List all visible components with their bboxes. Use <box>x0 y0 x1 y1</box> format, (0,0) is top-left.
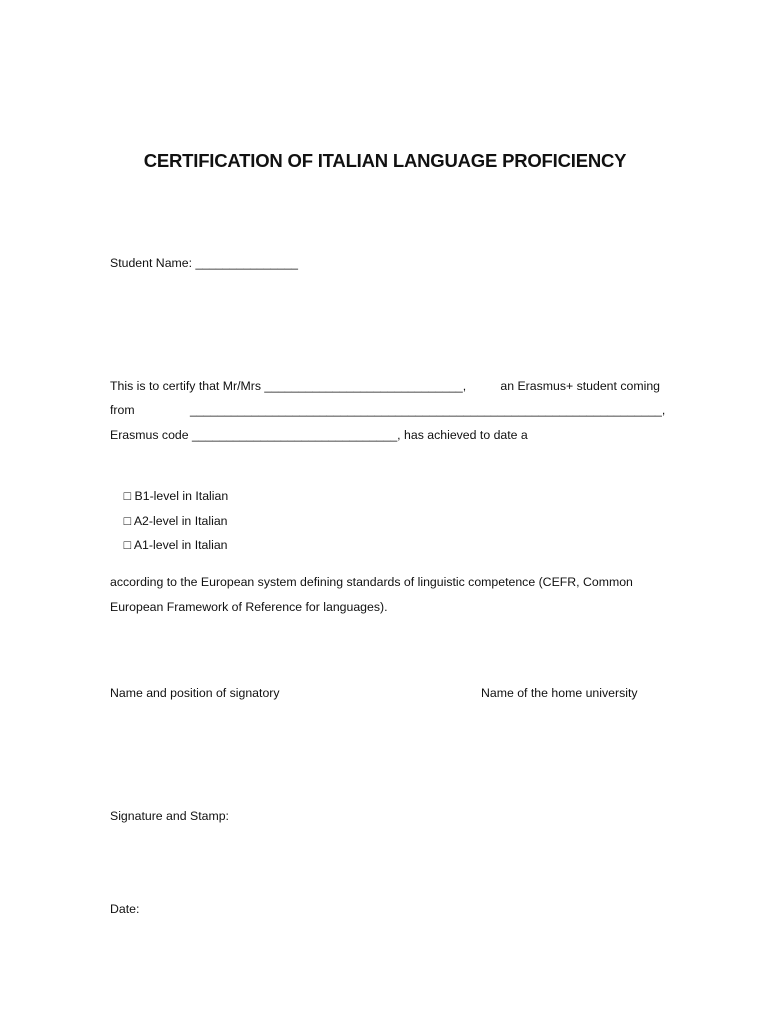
according-line-1: according to the European system defining standards of linguistic competence (CEFR, Common <box>110 575 633 589</box>
certify-line-start: This is to certify that Mr/Mrs _____________________________, <box>110 379 467 393</box>
level-label: B1-level in Italian <box>134 489 229 504</box>
page-title: CERTIFICATION OF ITALIAN LANGUAGE PROFICIENCY <box>143 150 627 171</box>
from-blank: _____________________________________________________________________, <box>190 403 666 417</box>
checkbox-icon[interactable]: □ <box>123 514 132 529</box>
level-label: A1-level in Italian <box>133 538 228 553</box>
certify-line <box>110 380 660 392</box>
student-name-label: Student Name: _______________ <box>110 256 299 270</box>
checkbox-icon[interactable]: □ <box>123 538 132 553</box>
erasmus-code-line: Erasmus code ______________________________, has achieved to date a <box>110 428 528 442</box>
from-label: from <box>110 403 135 417</box>
signature-label: Signature and Stamp: <box>110 809 229 823</box>
home-university-label: Name of the home university <box>481 686 638 700</box>
according-line-2: European Framework of Reference for languages). <box>110 600 388 614</box>
checkbox-icon[interactable]: □ <box>123 489 132 504</box>
level-option-a1[interactable] <box>110 527 228 564</box>
date-label: Date: <box>110 902 140 916</box>
level-label: A2-level in Italian <box>133 514 228 529</box>
signatory-label: Name and position of signatory <box>110 686 280 700</box>
certify-line-end: an Erasmus+ student coming <box>500 379 660 393</box>
